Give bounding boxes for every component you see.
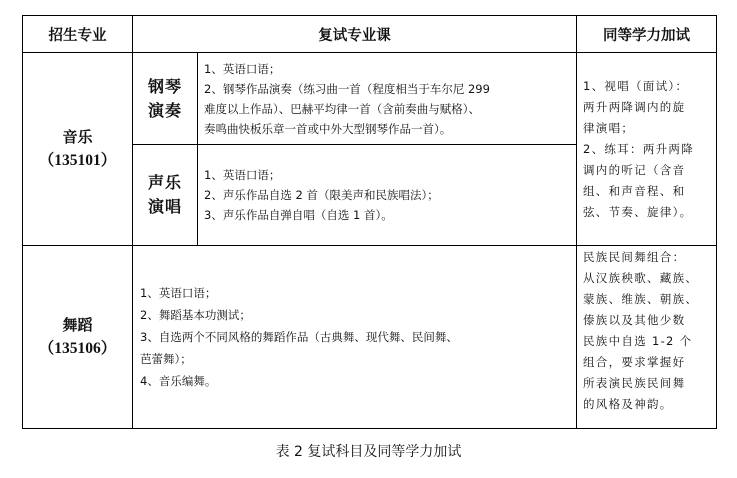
- music-equiv-cell: [577, 53, 717, 246]
- dance-equiv-line: 组合，要求掌握好: [583, 355, 686, 369]
- exam-subjects-table: [22, 15, 717, 429]
- music-name: 音乐: [62, 128, 93, 146]
- dance-equiv-line: 的风格及神韵。: [583, 397, 673, 411]
- dance-equiv-line: 傣族以及其他少数: [583, 313, 686, 327]
- dance-item: 4、音乐编舞。: [140, 374, 217, 388]
- header-row: [23, 16, 717, 53]
- header-courses: 复试专业课: [133, 16, 577, 53]
- dance-code: （135106）: [38, 340, 117, 357]
- music-code: （135101）: [38, 152, 117, 169]
- piano-item: 2、钢琴作品演奏（练习曲一首（程度相当于车尔尼 299: [204, 81, 490, 96]
- dance-equiv-cell: [577, 246, 717, 429]
- piano-label-1: 钢琴: [147, 76, 182, 96]
- dance-equiv-line: 所表演民族民间舞: [583, 376, 686, 390]
- piano-items-cell: [198, 53, 577, 145]
- piano-label-2: 演奏: [147, 100, 182, 120]
- music-equiv-line: 组、和声音程、和: [583, 183, 686, 198]
- dance-equiv-line: 蒙族、维族、朝族、: [583, 292, 699, 306]
- dance-name: 舞蹈: [62, 316, 93, 334]
- vocal-item: 1、英语口语；: [204, 168, 281, 182]
- dance-items-cell: [133, 246, 577, 429]
- dance-equiv-line: 民族中自选 1-2 个: [583, 334, 693, 348]
- music-equiv-line: 调内的听记（含音: [583, 162, 686, 177]
- music-equiv-line: 1、视唱（面试）：: [583, 78, 689, 93]
- dance-item: 芭蕾舞）；: [140, 352, 192, 366]
- vocal-label-1: 声乐: [147, 173, 182, 192]
- dance-row: [23, 246, 717, 429]
- dance-item: 3、自选两个不同风格的舞蹈作品（古典舞、现代舞、民间舞、: [140, 330, 458, 344]
- piano-item: 难度以上作品）、巴赫平均律一首（含前奏曲与赋格）、: [204, 101, 480, 116]
- header-equiv: 同等学力加试: [577, 16, 717, 53]
- dance-item: 2、舞蹈基本功测试；: [140, 308, 251, 322]
- vocal-label-cell: [133, 145, 198, 246]
- dance-equiv-line: 从汉族秧歌、藏族、: [583, 271, 699, 285]
- table-caption: 表 2 复试科目及同等学力加试: [275, 444, 462, 460]
- music-equiv-line: 弦、节奏、旋律）。: [583, 204, 693, 219]
- vocal-label-2: 演唱: [147, 197, 182, 216]
- music-piano-row: [23, 53, 717, 145]
- music-equiv-line: 律演唱；: [583, 120, 635, 135]
- dance-item: 1、英语口语；: [140, 286, 217, 300]
- music-major-cell: [23, 53, 133, 246]
- header-major: 招生专业: [23, 16, 133, 53]
- music-equiv-line: 2、练耳：两升两降: [583, 141, 695, 156]
- dance-major-cell: [23, 246, 133, 429]
- vocal-item: 3、声乐作品自弹自唱（自选 1 首）。: [204, 208, 393, 222]
- piano-item: 1、英语口语；: [204, 61, 281, 76]
- vocal-items-cell: [198, 145, 577, 246]
- dance-equiv-line: 民族民间舞组合：: [583, 250, 686, 264]
- piano-item: 奏鸣曲快板乐章一首或中外大型钢琴作品一首）。: [204, 121, 452, 136]
- vocal-item: 2、声乐作品自选 2 首（限美声和民族唱法）；: [204, 188, 439, 202]
- music-equiv-line: 两升两降调内的旋: [583, 99, 686, 114]
- piano-label-cell: [133, 53, 198, 145]
